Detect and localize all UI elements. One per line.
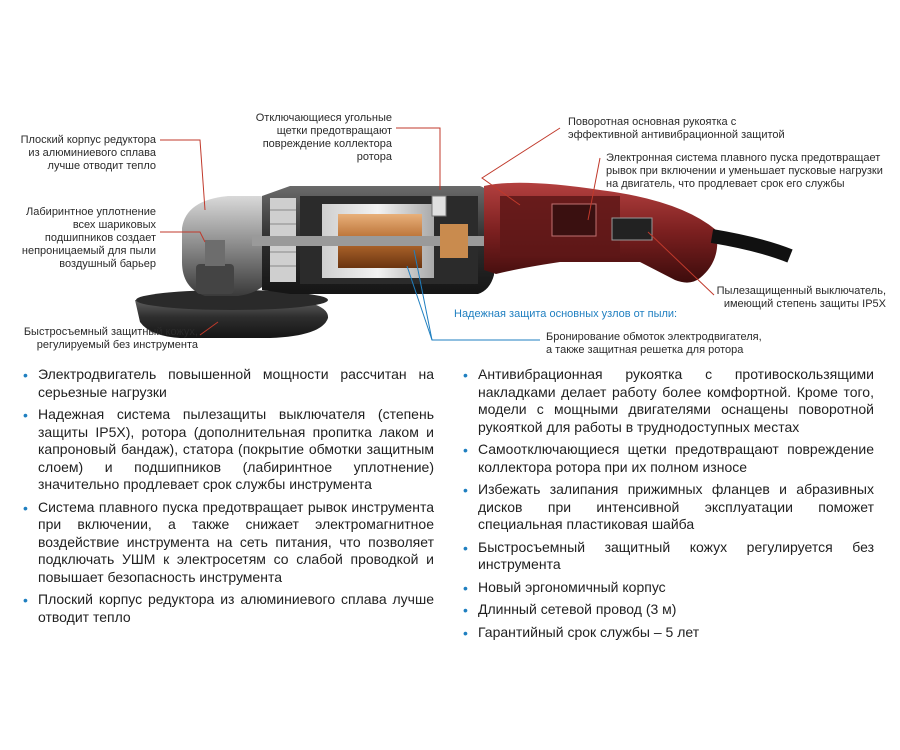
features-left-list xyxy=(22,366,434,631)
list-item: • Быстросъемный защитный кожух регулируется без инструмента xyxy=(463,538,874,572)
bullet-icon: • xyxy=(463,624,468,641)
bullet-icon: • xyxy=(463,539,468,556)
bullet-icon: • xyxy=(23,592,28,608)
callout-windings: Бронирование обмоток электродвигателя, а также защитная решетка для ротора xyxy=(546,331,762,356)
list-item: • Надежная система пылезащиты выключателя (степень защиты IP5X), ротора (дополнительная пропитка лаком и капроновый бандаж), статора (покрытие обмотки защитным слоем) и подшипников (лабиринтное уплотнение) значительно продлевает срок службы инструмента xyxy=(23,406,434,492)
bullet-icon: • xyxy=(463,602,468,618)
list-item: • Новый эргономичный корпус xyxy=(463,578,666,596)
power-cord xyxy=(712,236,790,256)
callout-gear-housing: Плоский корпус редуктора из алюминиевого сплава лучше отводит тепло xyxy=(20,134,156,172)
features-right-list xyxy=(462,366,874,646)
bullet-icon: • xyxy=(23,407,28,423)
dust-protection-title: Надежная защита основных узлов от пыли: xyxy=(454,308,678,320)
list-item: • Длинный сетевой провод (3 м) xyxy=(463,601,677,618)
callout-guard: Быстросъемный защитный кожух, регулируемый без инструмента xyxy=(23,326,198,351)
callout-labyrinth-seal: Лабиринтное уплотнение всех шариковых подшипников создает непроницаемый для пыли воздушный барьер xyxy=(21,206,156,270)
dustproof-switch xyxy=(612,218,652,240)
list-item: • Антивибрационная рукоятка с противоскользящими накладками делает работу более комфортной. Кроме того, модели с мощными двигателями оснащены поворотной рукояткой для работы в труднодоступных местах xyxy=(463,366,874,435)
carbon-brush xyxy=(432,196,446,216)
spindle-nut xyxy=(196,264,234,294)
list-item: • Система плавного пуска предотвращает рывок инструмента при включении, а также снижает электромагнитное воздействие инструмента на сеть питания, что позволяет подключать УШМ к электросетям со слабой проводкой и повышает безопасность инструмента xyxy=(23,498,434,585)
bullet-icon: • xyxy=(463,579,468,596)
list-item: • Гарантийный срок службы – 5 лет xyxy=(463,623,700,641)
bullet-icon: • xyxy=(463,442,468,458)
callout-handle: Поворотная основная рукоятка с эффективной антивибрационной защитой xyxy=(568,116,785,141)
bullet-icon: • xyxy=(23,367,28,383)
bullet-icon: • xyxy=(463,482,468,498)
list-item: • Избежать залипания прижимных фланцев и абразивных дисков при интенсивной эксплуатации поможет специальная пластиковая шайба xyxy=(463,481,874,532)
bullet-icon: • xyxy=(23,499,28,516)
commutator xyxy=(440,224,468,258)
list-item: • Электродвигатель повышенной мощности рассчитан на серьезные нагрузки xyxy=(23,366,434,400)
soft-start-board xyxy=(552,204,596,236)
callout-brushes: Отключающиеся угольные щетки предотвращают повреждение коллектора ротора xyxy=(255,112,392,163)
spindle-lock xyxy=(205,240,225,266)
bullet-icon: • xyxy=(463,367,468,383)
callout-switch: Пылезащищенный выключатель, имеющий степень защиты IP5X xyxy=(716,285,886,310)
list-item: • Плоский корпус редуктора из алюминиевого сплава лучше отводит тепло xyxy=(23,591,434,625)
list-item: • Самоотключающиеся щетки предотвращают повреждение коллектора ротора при их полном износе xyxy=(463,441,874,475)
callout-soft-start: Электронная система плавного пуска предотвращает рывок при включении и уменьшает пусковые нагрузки на двигатель, что продлевает срок его службы xyxy=(606,152,883,190)
